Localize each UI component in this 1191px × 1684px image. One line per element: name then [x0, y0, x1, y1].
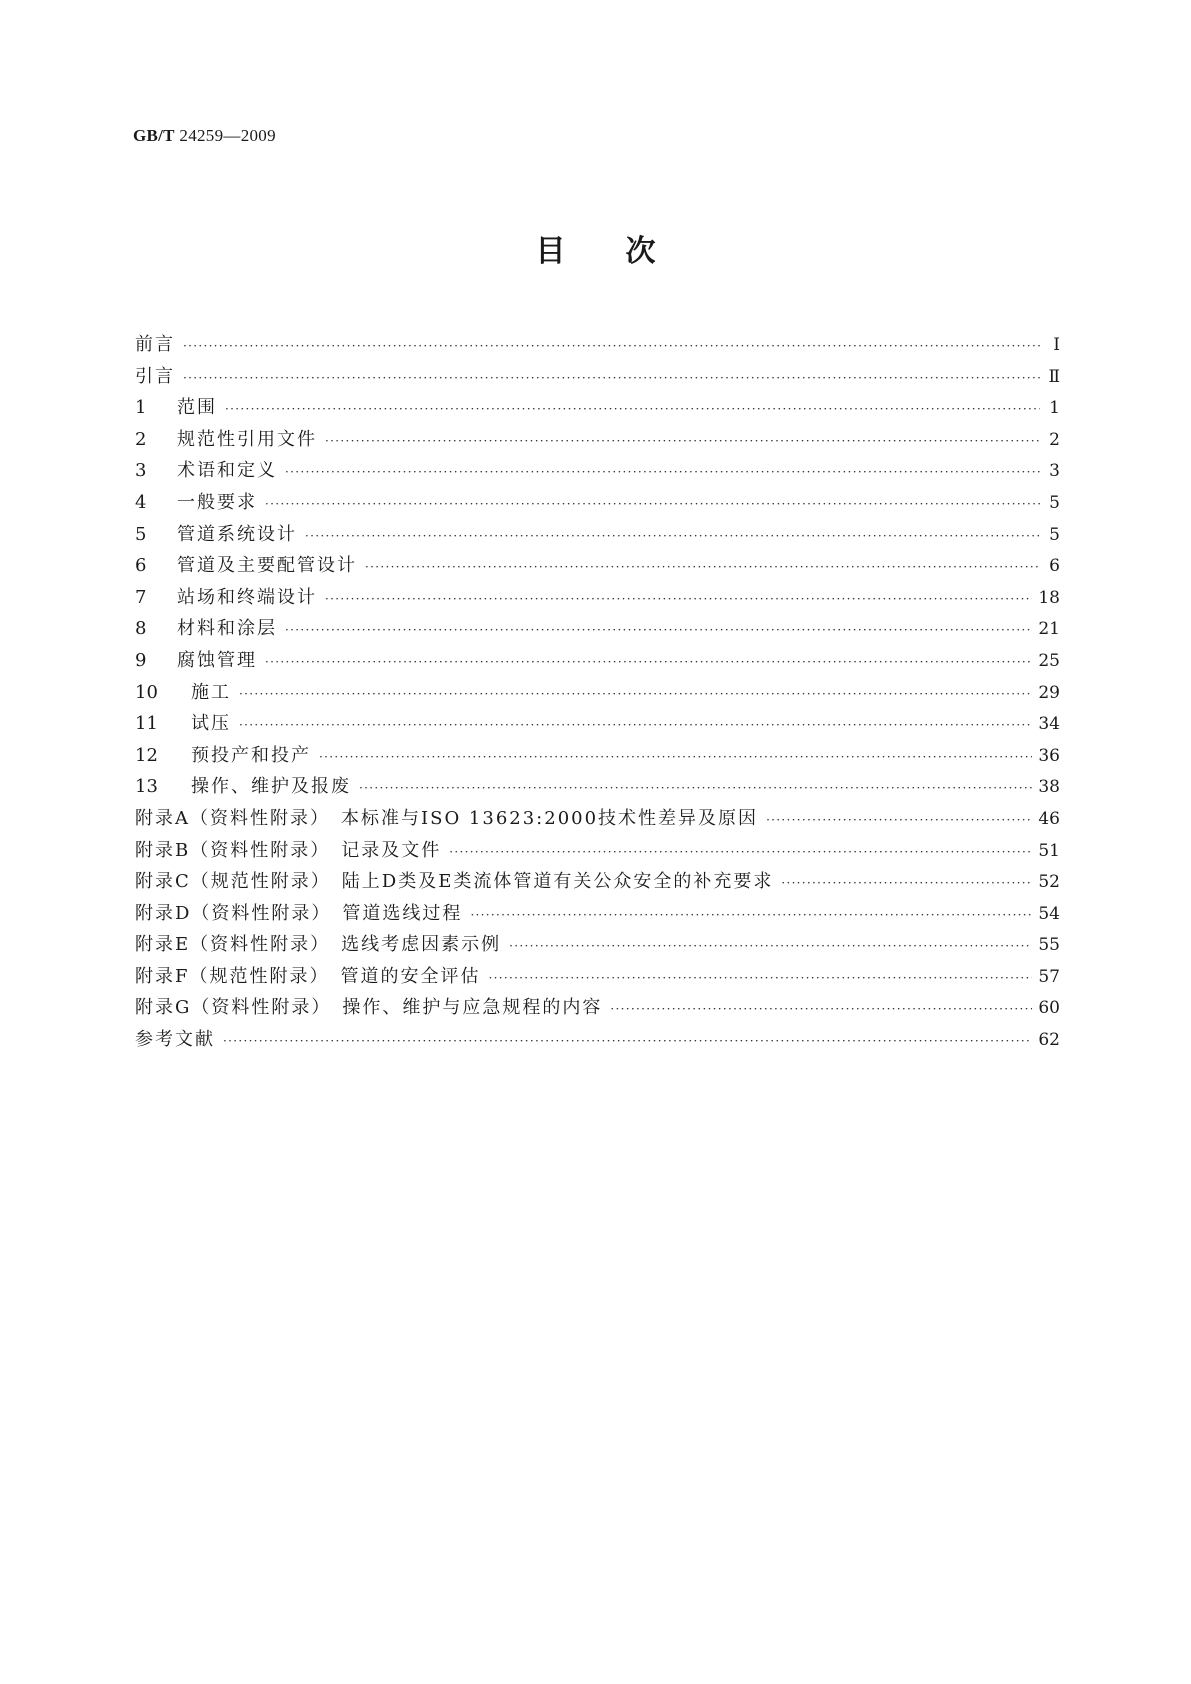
- toc-entry[interactable]: [135, 709, 1060, 741]
- toc-entry[interactable]: [135, 993, 1060, 1025]
- toc-entry-page: 25: [1038, 650, 1060, 671]
- standard-code: [133, 126, 276, 146]
- toc-entry[interactable]: [135, 772, 1060, 804]
- toc-entry[interactable]: [135, 899, 1060, 931]
- toc-entry[interactable]: [135, 488, 1060, 520]
- page-title: 目次: [535, 234, 716, 269]
- toc-entry-label: 附录C（规范性附录） 陆上D类及E类流体管道有关公众安全的补充要求: [135, 871, 774, 893]
- toc-leader-dots: [239, 687, 1032, 701]
- toc-entry-label: 附录E（资料性附录） 选线考虑因素示例: [135, 934, 502, 956]
- toc-entry-page: 46: [1038, 808, 1060, 829]
- standard-code-number: 24259—2009: [179, 126, 276, 145]
- toc-leader-dots: [225, 402, 1040, 416]
- toc-entry-page: 5: [1049, 492, 1060, 513]
- toc-entry[interactable]: [135, 393, 1060, 425]
- toc-entry-page: 36: [1038, 745, 1060, 766]
- toc-entry-page: 6: [1049, 556, 1060, 577]
- toc-entry[interactable]: [135, 804, 1060, 836]
- toc-entry-label: 管道系统设计: [177, 523, 297, 545]
- toc-entry-label: 引言: [135, 365, 175, 387]
- toc-entry[interactable]: [135, 646, 1060, 678]
- toc-entry-number: 12: [135, 744, 158, 766]
- toc-entry-label: 站场和终端设计: [177, 586, 317, 608]
- toc-leader-dots: [325, 592, 1032, 606]
- toc-entry-label: 腐蚀管理: [177, 649, 257, 671]
- toc-leader-dots: [489, 971, 1033, 985]
- toc-leader-dots: [239, 718, 1032, 732]
- toc-entry[interactable]: [135, 867, 1060, 899]
- toc-leader-dots: [470, 908, 1032, 922]
- standard-code-prefix: GB/T: [133, 126, 175, 145]
- toc-leader-dots: [223, 1034, 1032, 1048]
- toc-leader-dots: [781, 876, 1032, 890]
- toc-entry[interactable]: [135, 930, 1060, 962]
- toc-leader-dots: [766, 813, 1032, 827]
- toc-entry-page: Ⅰ: [1053, 335, 1060, 355]
- toc-entry-page: 55: [1038, 935, 1060, 956]
- toc-entry-label: 附录A（资料性附录） 本标准与ISO 13623:2000技术性差异及原因: [135, 807, 759, 829]
- toc-entry-number: 3: [135, 460, 147, 482]
- toc-entry-label: 一般要求: [177, 491, 257, 513]
- toc-entry[interactable]: [135, 551, 1060, 583]
- toc-entry-number: 10: [135, 681, 158, 703]
- toc-entry[interactable]: [135, 456, 1060, 488]
- toc-entry-label: 附录D（资料性附录） 管道选线过程: [135, 902, 463, 924]
- toc-entry-page: 21: [1038, 619, 1060, 640]
- toc-entry-label: 范围: [177, 397, 217, 419]
- toc-entry[interactable]: [135, 614, 1060, 646]
- toc-entry-number: 2: [135, 428, 147, 450]
- toc-entry-page: 1: [1049, 398, 1060, 419]
- toc-leader-dots: [285, 623, 1032, 637]
- toc-leader-dots: [319, 750, 1032, 764]
- toc-leader-dots: [365, 560, 1040, 574]
- toc-entry[interactable]: [135, 1025, 1060, 1057]
- toc-entry[interactable]: [135, 330, 1060, 362]
- toc-entry-number: 8: [135, 618, 147, 640]
- toc-entry-number: 9: [135, 649, 147, 671]
- toc-entry-label: 规范性引用文件: [177, 428, 317, 450]
- toc-entry-number: 1: [135, 397, 147, 419]
- toc-entry-page: 3: [1049, 461, 1060, 482]
- toc-leader-dots: [183, 371, 1040, 385]
- toc-entry[interactable]: [135, 362, 1060, 394]
- toc-entry[interactable]: [135, 678, 1060, 710]
- toc-leader-dots: [509, 939, 1032, 953]
- toc-entry[interactable]: [135, 583, 1060, 615]
- toc-entry-label: 材料和涂层: [177, 618, 277, 640]
- toc-entry[interactable]: [135, 425, 1060, 457]
- toc-entry[interactable]: [135, 741, 1060, 773]
- toc-entry-page: 52: [1038, 872, 1060, 893]
- toc-entry-number: 6: [135, 555, 147, 577]
- toc-entry[interactable]: [135, 836, 1060, 868]
- toc-leader-dots: [359, 781, 1032, 795]
- toc-entry-number: 13: [135, 776, 158, 798]
- toc-entry-page: 57: [1038, 966, 1060, 987]
- toc-entry-page: 62: [1038, 1030, 1060, 1051]
- toc-leader-dots: [285, 465, 1040, 479]
- toc-leader-dots: [305, 529, 1040, 543]
- toc-entry-label: 术语和定义: [177, 460, 277, 482]
- toc-entry-number: 5: [135, 523, 147, 545]
- toc-entry-page: 18: [1038, 587, 1060, 608]
- toc-entry-number: 7: [135, 586, 147, 608]
- toc-entry-label: 附录B（资料性附录） 记录及文件: [135, 839, 442, 861]
- toc-entry-page: 29: [1038, 682, 1060, 703]
- toc-leader-dots: [449, 845, 1032, 859]
- toc-entry-page: 51: [1038, 840, 1060, 861]
- toc-entry-page: 5: [1049, 524, 1060, 545]
- toc-entry-label: 管道及主要配管设计: [177, 555, 357, 577]
- toc-entry-label: 试压: [191, 713, 231, 735]
- toc-entry-page: 54: [1038, 903, 1060, 924]
- toc-entry-page: 38: [1038, 777, 1060, 798]
- toc-entry-page: Ⅱ: [1048, 366, 1060, 387]
- toc-entry-label: 参考文献: [135, 1029, 215, 1051]
- toc-entry-page: 34: [1038, 714, 1060, 735]
- toc-entry-label: 预投产和投产: [191, 744, 311, 766]
- toc-entry-label: 前言: [135, 334, 175, 355]
- toc-entry-page: 2: [1049, 429, 1060, 450]
- toc-leader-dots: [265, 497, 1040, 511]
- toc-entry[interactable]: [135, 962, 1060, 994]
- toc-entry-page: 60: [1038, 998, 1060, 1019]
- toc-entry-number: 4: [135, 491, 147, 513]
- toc-leader-dots: [265, 655, 1032, 669]
- table-of-contents: [135, 330, 1060, 1057]
- toc-entry[interactable]: [135, 520, 1060, 552]
- toc-entry-label: 施工: [191, 681, 231, 703]
- toc-entry-label: 附录F（规范性附录） 管道的安全评估: [135, 965, 481, 987]
- toc-leader-dots: [610, 1002, 1032, 1016]
- toc-entry-label: 操作、维护及报废: [191, 776, 351, 798]
- toc-entry-number: 11: [135, 713, 158, 735]
- toc-leader-dots: [183, 339, 1040, 353]
- toc-entry-label: 附录G（资料性附录） 操作、维护与应急规程的内容: [135, 997, 603, 1019]
- toc-leader-dots: [325, 434, 1040, 448]
